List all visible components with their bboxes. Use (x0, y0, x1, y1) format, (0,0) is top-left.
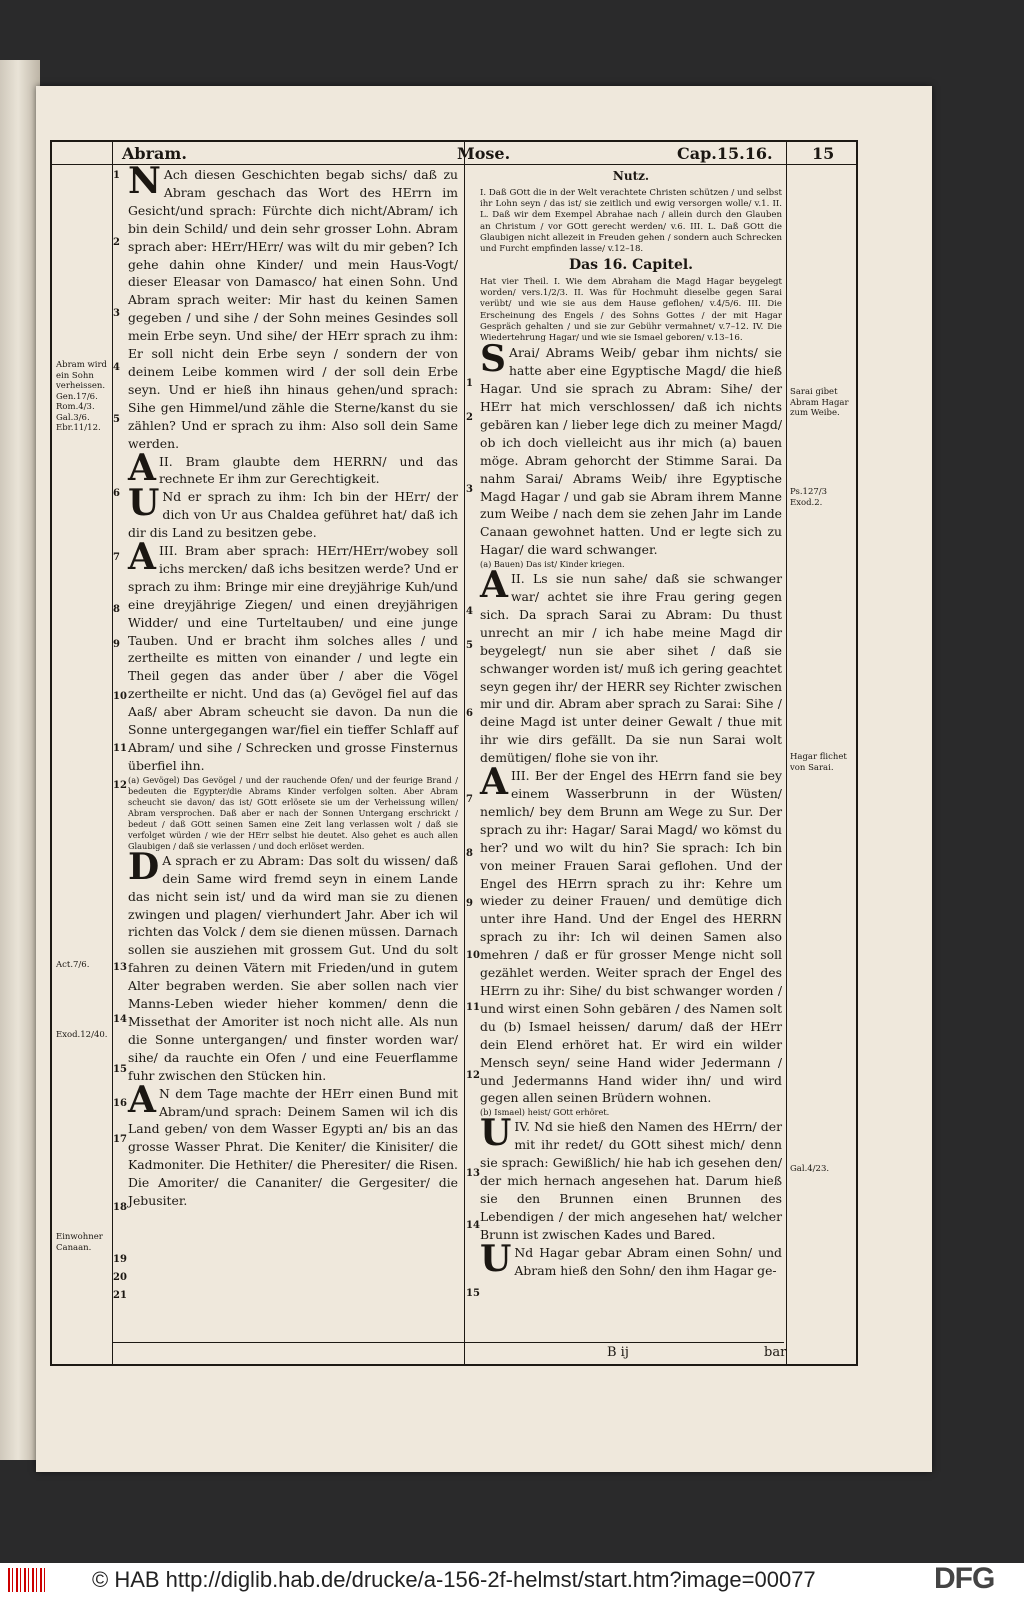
verse-number: 11 (466, 1002, 480, 1013)
verse-number: 5 (113, 414, 120, 425)
verse-number: 8 (113, 604, 120, 615)
verse-block (128, 536, 458, 775)
chapter-heading: Das 16. Capitel. (568, 257, 694, 274)
verse-text: III. Ber der Engel des HErrn fand sie bey einem Wasserbrunn in der Wüsten/ nemlich/ bey dem Brunn am Wege zu Sur. Der sprach zu ihr: Hagar/ Sarai Magd/ wo kömst du her? und wo wilt du hin? Sie sprach: Ich bin von meiner Frauen Sarai geflohen. Und der Engel des HErrn sprach zu ihr: Kehre um wieder zu deiner Frauen/ und demütige dich unter ihre Hand. Und der Engel des HERRN sprach zu ihr: Ich wil deinen Samen also mehren / daß er für grosser Menge nicht soll gezählet werden. Weiter sprach der Engel des HErrn zu ihr: Sihe/ du bist schwanger worden / und wirst einen Sohn gebären / des Namen solt du (b) Ismael heissen/ darum/ daß der HErr dein Elend erhöret hat. Er wird ein wilder Mensch seyn/ seine Hand wider Jedermann / und Jedermanns Hand wider ihn/ und wird gegen allen seinen Brüdern wohnen. (480, 768, 782, 1106)
margin-note: Einwohner Canaan. (56, 1232, 103, 1253)
verse-block (128, 845, 458, 1085)
verse-number: 19 (113, 1254, 127, 1265)
header-rule (52, 164, 856, 165)
verse-number: 4 (113, 362, 120, 373)
verse-block (480, 761, 782, 1107)
drop-initial: A (128, 536, 156, 579)
verse-number: 15 (113, 1064, 127, 1075)
margin-note: Abram wird ein Sohn verheissen. Gen.17/6. Rom.4/3. Gal.3/6. Ebr.11/12. (56, 360, 107, 433)
verse-number: 13 (113, 962, 127, 973)
verse-number: 5 (466, 640, 473, 651)
page-number: 15 (812, 144, 835, 163)
verse-number: 16 (113, 1098, 127, 1109)
footnote: (b) Ismael) heist/ GOtt erhöret. (480, 1107, 610, 1118)
verse-text: III. Bram aber sprach: HErr/HErr/wobey soll ichs mercken/ daß ichs besitzen werde? Und er sprach zu ihm: Bringe mir eine dreyjährige Kuh/und eine dreyjährige Ziegen/ und einen dreyjährigen Widder/ und eine Turteltauben/ und eine junge Tauben. Und er bracht ihm solches alles / und zertheilte es mitten von einander / und legte ein Theil gegen das ander über / aber die Vögel zertheilte er nicht. Und das (a) Gevögel fiel auf das Aaß/ aber Abram scheucht sie davon. Da nun die Sonne untergegangen war/fiel ein tieffer Schlaff auf Abram/ und sihe / Schrecken und grosse Finsternus überfiel ihn. (128, 543, 458, 773)
drop-initial: A (480, 761, 508, 804)
verse-number: 12 (113, 780, 127, 791)
verse-number: 12 (466, 1070, 480, 1081)
drop-initial: U (128, 482, 160, 525)
running-head-left: Abram. (122, 144, 187, 163)
verse-number: 6 (466, 708, 473, 719)
text-frame (50, 140, 858, 1366)
margin-note: Hagar flichet von Sarai. (790, 752, 847, 773)
margin-note: Exod.12/40. (56, 1030, 108, 1040)
margin-note: Ps.127/3 Exod.2. (790, 487, 828, 508)
verse-text: II. Ls sie nun sahe/ daß sie schwanger war/ achtet sie ihre Frau gering gegen sich. Da sprach Sarai zu Abram: Du thust unrecht an mir / ich habe meine Magd dir beygelegt/ nun sie aber sihet / daß sie schwanger worden ist/ muß ich gering geachtet seyn gegen ihr/ der HERR sey Richter zwischen mir und dir. Abram aber sprach zu Sarai: Sihe / deine Magd ist unter deiner Gewalt / thue mit ihr wie dirs gefällt. Da sie nun Sarai wolt demütigen/ flohe sie von ihr. (480, 571, 782, 766)
verse-number: 1 (113, 170, 120, 181)
verse-number: 10 (466, 950, 480, 961)
drop-initial: A (128, 1078, 156, 1121)
running-head-center: Mose. (457, 144, 511, 163)
chapter-summary: Hat vier Theil. I. Wie dem Abraham die Magd Hagar beygelegt worden/ vers.1/2/3. II. Was für Hochmuht dieselbe gegen Sarai verübt/ und wie sie aus dem Hause geflohen/ v.4/5/6. III. Die Erscheinung des Engels / des Sohns Gottes / der mit Hagar Gespräch gehalten / und sie zur Gebühr vermahnet/ v.7–12. IV. Die Wiedertehrung Hagar/ und wie sie Ismael geboren/ v.13–16. (480, 277, 782, 344)
drop-initial: S (480, 338, 506, 381)
verse-text: N dem Tage machte der HErr einen Bund mit Abram/und sprach: Deinem Samen wil ich dis Land geben/ von dem Wasser Egypti an/ bis an das grosse Wasser Phrat. Die Keniter/ die Kinisiter/ die Kadmoniter. Die Hethiter/ die Pheresiter/ die Risen. Die Amoriter/ die Cananiter/ die Gergesiter/ die Jebusiter. (128, 1085, 458, 1209)
verse-block (128, 160, 458, 453)
verse-text: A sprach er zu Abram: Das solt du wissen/ daß dein Same wird fremd seyn in einem Lande das nicht sein ist/ und da wird man sie zu dienen zwingen und plagen/ vierhundert Jahr. Aber ich wil richten das Volck / dem sie dienen müssen. Darnach sollen sie ausziehen mit grossem Gut. Und du solt fahren zu deinen Vätern mit Frieden/und in gutem Alter begraben werden. Sie aber sollen nach vier Manns-Leben wieder hieher kommen/ denn die Missethat der Amoriter ist noch nicht alle. Als nun die Sonne untergangen/ und finster worden war/ sihe/ da rauchte ein Ofen / und eine Feuerflamme fuhr zwischen den Stücken hin. (128, 852, 458, 1083)
verse-number: 6 (113, 488, 120, 499)
verse-number: 4 (466, 606, 473, 617)
verse-text: Nd Hagar gebar Abram einen Sohn/ und Abram hieß den Sohn/ den ihm Hagar ge- (514, 1244, 782, 1278)
running-head-right: Cap.15.16. (677, 144, 773, 163)
verse-number: 7 (113, 552, 120, 563)
dfg-logo: DFG (934, 1562, 995, 1595)
verse-number: 20 (113, 1272, 127, 1283)
center-rule (464, 142, 465, 1364)
verse-number: 14 (466, 1220, 480, 1231)
margin-note: Gal.4/23. (790, 1164, 830, 1174)
verse-block (128, 446, 458, 489)
verse-number: 3 (113, 308, 120, 319)
verse-number: 3 (466, 484, 473, 495)
verse-number: 11 (113, 743, 127, 754)
verse-block (480, 1237, 782, 1280)
book-spine (0, 60, 40, 1460)
drop-initial: D (128, 845, 160, 888)
verse-number: 10 (113, 691, 127, 702)
nutz-text: I. Daß GOtt die in der Welt verachtete Christen schützen / und selbst ihr Lohn seyn / das ist/ sie zeitlich und ewig versorgen wolle/ v.1. II. L. Daß wir dem Exempel Abrahae nach / allein durch den Glauben an Christum / vor GOtt gerecht werden/ v.6. III. L. Daß GOtt die Glaubigen nicht allezeit in Freuden gehen / sondern auch Schrecken und Furcht empfinden lasse/ v.12–18. (480, 187, 782, 254)
verse-text: Ach diesen Geschichten begab sichs/ daß zu Abram geschach das Wort des HErrn im Gesicht/und sprach: Fürchte dich nicht/Abram/ ich bin dein Schild/ und dein sehr grosser Lohn. Abram sprach aber: HErr/HErr/ was wilt du mir geben? Ich gehe dahin ohne Kinder/ und mein Haus-Vogt/ dieser Eleasar von Damasco/ hat einen Sohn. Und Abram sprach weiter: Mir hast du keinen Samen gegeben / und sihe / der Sohn meines Gesindes soll mein Erbe seyn. Und sihe/ der HErr sprach zu ihm: Er soll nicht dein Erbe seyn / sondern der von deinem Leibe kommen wird / der soll dein Erbe seyn. Und er hieß ihn hinaus gehen/und sprach: Sihe gen Himmel/und zähle die Sterne/kanst du sie zählen? Und er sprach zu ihm: Also soll dein Same werden. (128, 167, 458, 451)
verse-number: 2 (466, 412, 473, 423)
verse-block (480, 338, 782, 559)
verse-number: 14 (113, 1014, 127, 1025)
signature-mark: B ij (607, 1345, 629, 1360)
verse-number: 21 (113, 1290, 127, 1301)
drop-initial: U (480, 1237, 512, 1280)
verse-number: 18 (113, 1202, 127, 1213)
margin-note: Sarai gibet Abram Hagar zum Weibe. (790, 387, 849, 418)
right-margin-rule (786, 142, 787, 1364)
column-right (480, 166, 782, 1279)
verse-block (128, 1078, 458, 1210)
footer-rule (112, 1342, 784, 1343)
verse-number: 9 (466, 898, 473, 909)
nutz-heading: Nutz. (612, 169, 650, 183)
source-link[interactable]: © HAB http://diglib.hab.de/drucke/a-156-2f-helmst/start.htm?image=00077 (92, 1567, 816, 1592)
drop-initial: U (480, 1112, 512, 1155)
verse-block (128, 482, 458, 542)
drop-initial: A (480, 564, 508, 607)
verse-text: II. Bram glaubte dem HERRN/ und das rechnete Er ihm zur Gerechtigkeit. (158, 453, 458, 487)
verse-number: 15 (466, 1288, 480, 1299)
column-left (128, 160, 458, 1210)
verse-number: 8 (466, 848, 473, 859)
verse-number: 1 (466, 378, 473, 389)
verse-number: 7 (466, 794, 473, 805)
drop-initial: N (128, 160, 161, 202)
footnote: (a) Gevögel) Das Gevögel / und der rauchende Ofen/ und der feurige Brand / bedeuten die Egypter/die Abrams Kinder verfolgen solten. Aber Abram scheucht sie davon/ das ist/ GOtt erlösete sie um der Verheissung willen/ Abram versprochen. Daß aber er nach der Sonnen Untergang erschrickt / bedeut / daß GOtt seinen Samen eine Zeit lang verlassen wolt / daß sie verfolget würden / wie der HErr selbst hie deutet. Also gehet es auch allen Glaubigen / daß sie verlassen / und doch erlöset werden. (128, 774, 458, 851)
verse-text: Arai/ Abrams Weib/ gebar ihm nichts/ sie hatte aber eine Egyptische Magd/ die hieß Hagar. Und sie sprach zu Abram: Sihe/ der HErr hat mich verschlossen/ daß ich nichts gebären kan / lieber lege dich zu meiner Magd/ ob ich doch vielleicht aus ihr mich (a) bauen möge. Abram gehorcht der Stimme Sarai. Da nahm Sarai/ Abrams Weib/ ihre Egyptische Magd Hagar / und gab sie Abram ihrem Manne zum Weibe / nach dem sie zehen Jahr im Lande Canaan gewohnet hatten. Und er legte sich zu Hagar/ die ward schwanger. (480, 345, 782, 558)
verse-text: IV. Nd sie hieß den Namen des HErrn/ der mit ihr redet/ du GOtt sihest mich/ denn sie sprach: Gewißlich/ hie hab ich gesehen den/ der mich hernach angesehen hat. Darum hieß sie den Brunnen einen Brunnen des Lebendigen / der mich angesehen hat/ welcher Brunn ist zwischen Kades und Bared. (480, 1119, 782, 1242)
verse-number: 17 (113, 1134, 127, 1145)
catchword: bar (764, 1345, 787, 1360)
barcode-icon (8, 1568, 48, 1592)
verse-number: 13 (466, 1168, 480, 1179)
verse-number: 9 (113, 639, 120, 650)
verse-number: 2 (113, 237, 120, 248)
footnote: (a) Bauen) Das ist/ Kinder kriegen. (480, 559, 625, 570)
drop-initial: A (128, 446, 156, 489)
verse-text: Nd er sprach zu ihm: Ich bin der HErr/ der dich von Ur aus Chaldea geführet hat/ daß ich dir dis Land zu besitzen gebe. (128, 489, 458, 541)
margin-note: Act.7/6. (56, 960, 90, 970)
